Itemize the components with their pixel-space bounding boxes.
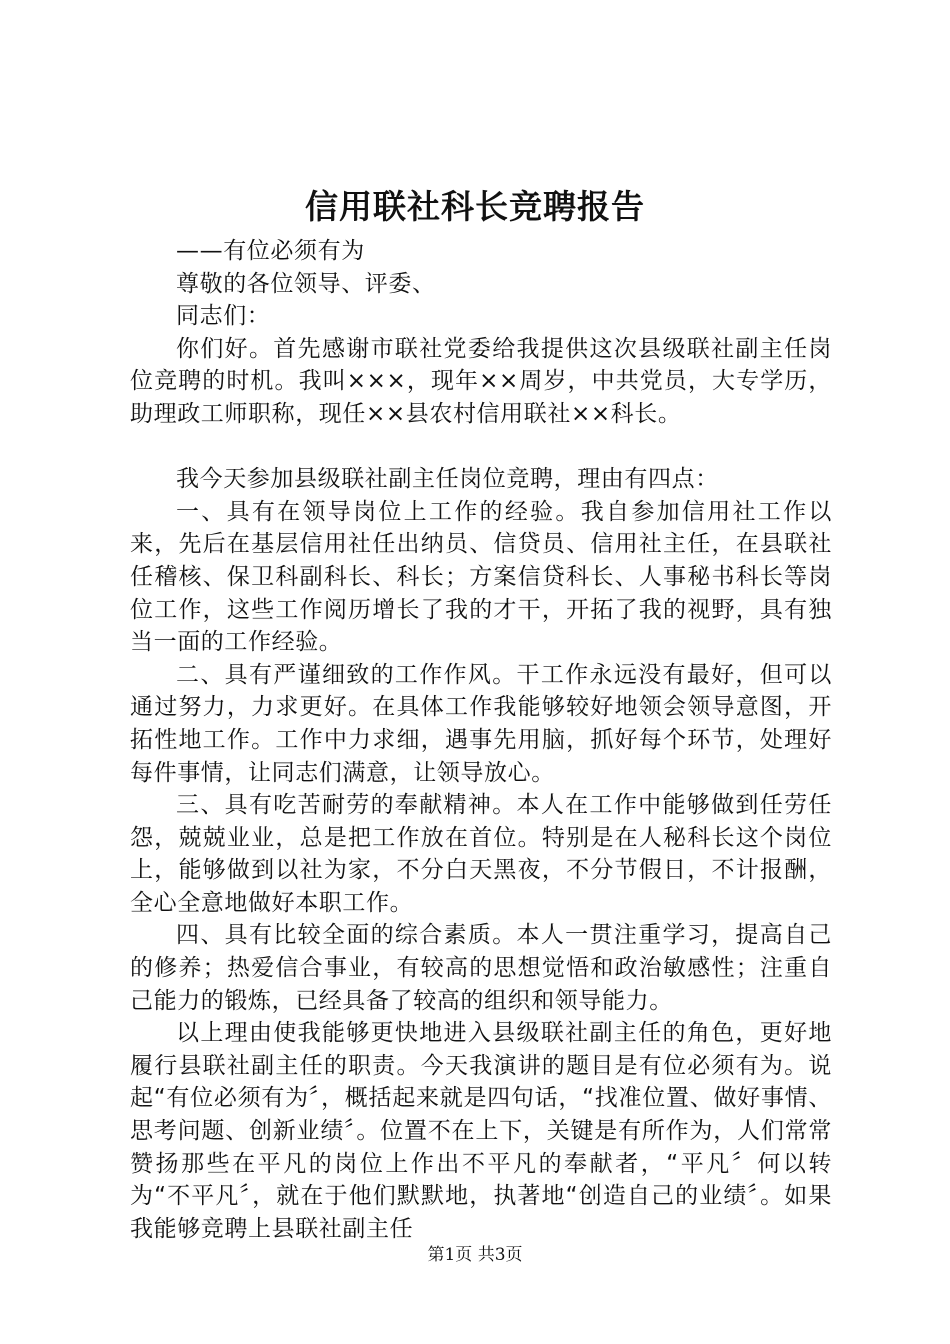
paragraph-reasons-intro: 我今天参加县级联社副主任岗位竞聘，理由有四点： bbox=[176, 466, 719, 493]
salutation-line-2: 同志们： bbox=[176, 303, 271, 330]
paragraph-reason-4: 四、具有比较全面的综合素质。本人一贯注重学习，提高自己的修养；热爱信合事业，有较高的思想觉悟和政治敏感性；注重自己能力的锻炼，已经具备了较高的组织和领导能力。 bbox=[130, 922, 832, 1014]
paragraph-reason-2: 二、具有严谨细致的工作作风。干工作永远没有最好，但可以通过努力，力求更好。在具体工作我能够较好地领会领导意图，开拓性地工作。工作中力求细，遇事先用脑，抓好每个环节，处理好每件事情，让同志们满意，让领导放心。 bbox=[130, 661, 832, 786]
salutation-line-1: 尊敬的各位领导、评委、 bbox=[176, 270, 436, 297]
document-title: 信用联社科长竞聘报告 bbox=[305, 187, 645, 226]
paragraph-greeting: 你们好。首先感谢市联社党委给我提供这次县级联社副主任岗位竞聘的时机。我叫×××，现年××周岁，中共党员，大专学历，助理政工师职称，现任××县农村信用联社××科长。 bbox=[130, 335, 832, 427]
subtitle: ——有位必须有为 bbox=[176, 238, 365, 264]
page-number-footer: 第1页 共3页 bbox=[427, 1245, 523, 1265]
paragraph-reason-3: 三、具有吃苦耐劳的奉献精神。本人在工作中能够做到任劳任怨，兢兢业业，总是把工作放在首位。特别是在人秘科长这个岗位上，能够做到以社为家，不分白天黑夜，不分节假日，不计报酬，全心全意地做好本职工作。 bbox=[130, 792, 832, 916]
paragraph-conclusion: 以上理由使我能够更快地进入县级联社副主任的角色，更好地履行县联社副主任的职责。今天我演讲的题目是有位必须有为。说起“有位必须有为〞，概括起来就是四句话，“找准位置、做好事情、思考问题、创新业绩〞。位置不在上下，关键是有所作为，人们常常赞扬那些在平凡的岗位上作出不平凡的奉献者，“平凡〞何以转为“不平凡〞，就在于他们默默地，执著地“创造自己的业绩〞。如果我能够竞聘上县联社副主任 bbox=[130, 1020, 832, 1242]
paragraph-reason-1: 一、具有在领导岗位上工作的经验。我自参加信用社工作以来，先后在基层信用社任出纳员、信贷员、信用社主任，在县联社任稽核、保卫科副科长、科长；方案信贷科长、人事秘书科长等岗位工作，这些工作阅历增长了我的才干，开拓了我的视野，具有独当一面的工作经验。 bbox=[130, 498, 832, 656]
document-body bbox=[130, 235, 832, 1245]
